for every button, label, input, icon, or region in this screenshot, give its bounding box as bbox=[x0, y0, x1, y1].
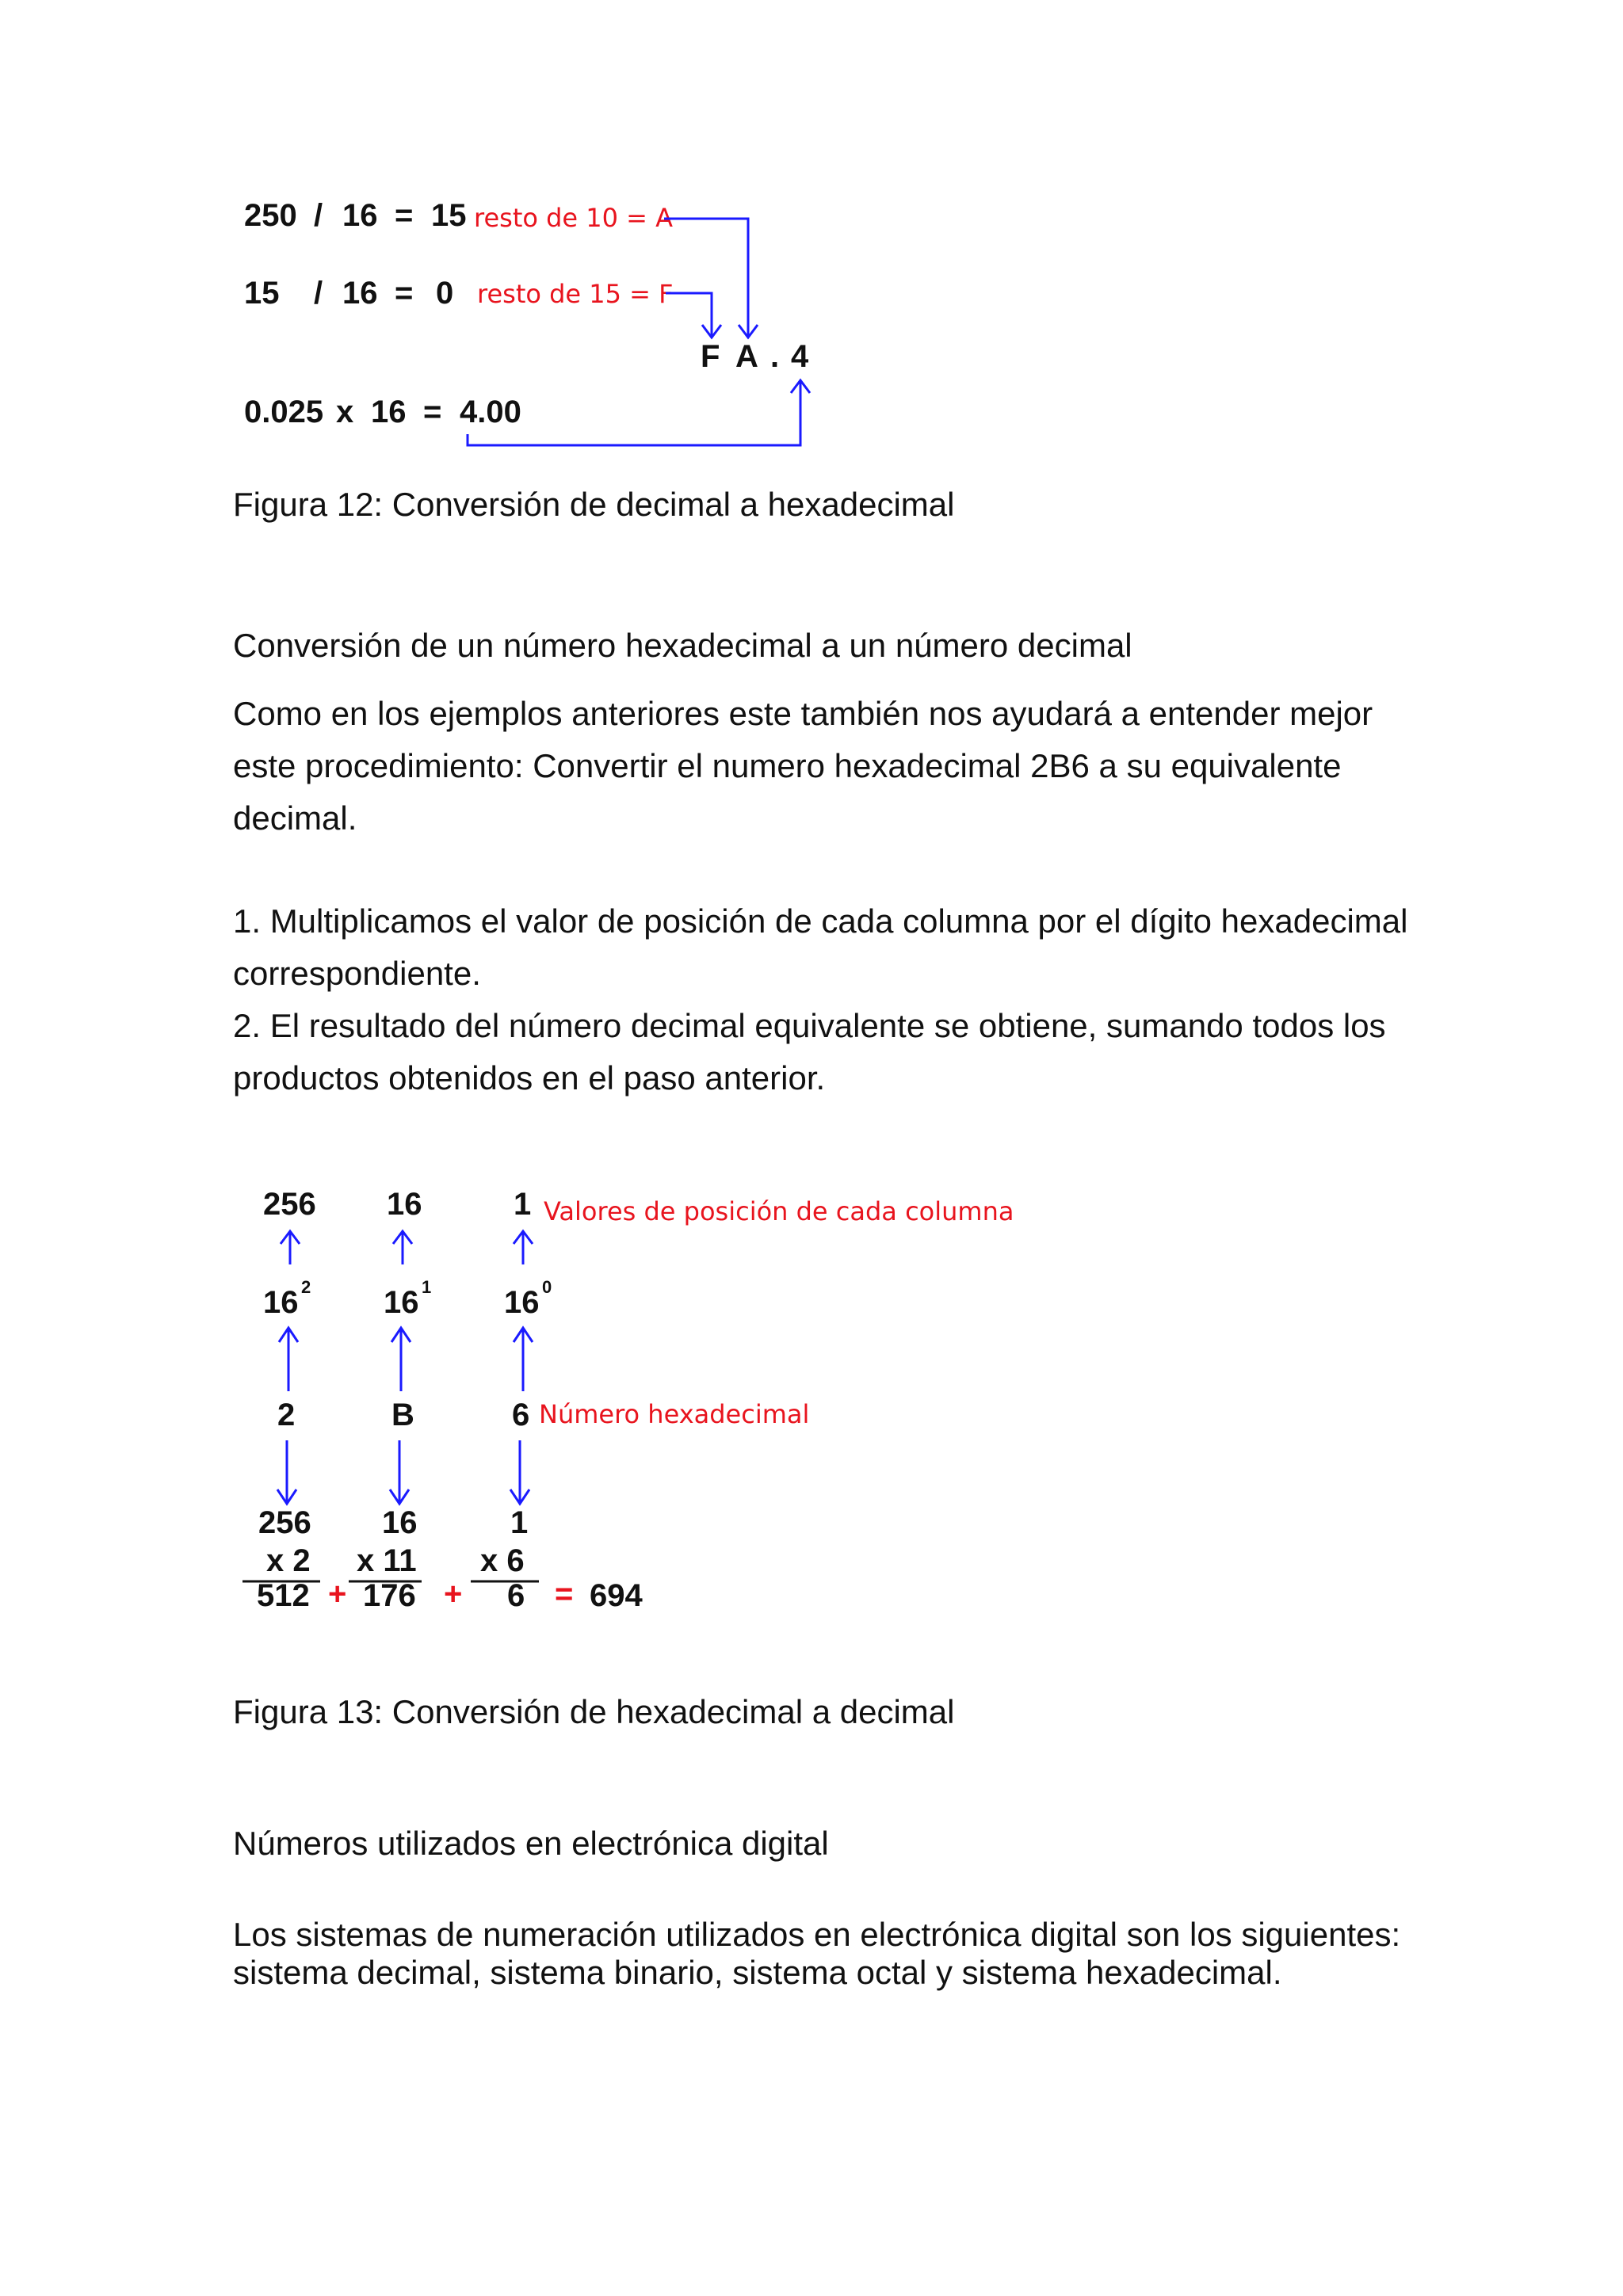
hex-digit-b: B bbox=[391, 1398, 414, 1432]
base-16-col2: 16 bbox=[384, 1285, 419, 1320]
product-512: 512 bbox=[257, 1578, 310, 1613]
base-16-col1: 16 bbox=[263, 1285, 299, 1320]
product-6: 6 bbox=[507, 1578, 525, 1613]
quotient-0: 0 bbox=[436, 276, 454, 311]
multiplier-16: 16 bbox=[371, 395, 407, 429]
hex-digit-a: A bbox=[735, 339, 758, 374]
product-4-00: 4.00 bbox=[460, 395, 521, 429]
position-value-16: 16 bbox=[387, 1187, 422, 1222]
position-values-label: Valores de posición de cada columna bbox=[544, 1196, 1014, 1226]
plus-sign: + bbox=[328, 1577, 347, 1611]
figure-13-caption: Figura 13: Conversión de hexadecimal a decimal bbox=[233, 1693, 955, 1730]
divisor-16: 16 bbox=[342, 198, 378, 233]
dividend-250: 250 bbox=[244, 198, 297, 233]
remainder-note-a: resto de 10 = A bbox=[474, 203, 674, 233]
hex-digit-4: 4 bbox=[791, 339, 809, 374]
multiplier-x11: x 11 bbox=[357, 1543, 417, 1578]
equals-sign: = bbox=[555, 1577, 574, 1611]
exponent-1: 1 bbox=[422, 1277, 432, 1297]
multiplicand-256: 256 bbox=[258, 1505, 311, 1540]
divide-operator: / bbox=[314, 198, 323, 233]
section-heading-digital-numbers: Números utilizados en electrónica digital bbox=[233, 1825, 829, 1862]
divisor-16: 16 bbox=[342, 276, 378, 311]
multiply-operator: x bbox=[336, 395, 354, 429]
fraction-0-025: 0.025 bbox=[244, 395, 324, 429]
hex-digit-2: 2 bbox=[277, 1398, 296, 1432]
remainder-note-f: resto de 15 = F bbox=[477, 279, 674, 309]
multiplier-x6: x 6 bbox=[480, 1543, 525, 1578]
exponent-2: 2 bbox=[301, 1277, 311, 1297]
product-176: 176 bbox=[363, 1578, 416, 1613]
divide-operator: / bbox=[314, 276, 323, 311]
total-694: 694 bbox=[590, 1578, 643, 1613]
hex-digit-6: 6 bbox=[512, 1398, 530, 1432]
quotient-15: 15 bbox=[431, 198, 467, 233]
equals-sign: = bbox=[423, 395, 442, 429]
equals-sign: = bbox=[395, 276, 414, 311]
dividend-15: 15 bbox=[244, 276, 280, 311]
section-heading-hex-to-decimal: Conversión de un número hexadecimal a un número decimal bbox=[233, 627, 1132, 664]
position-value-1: 1 bbox=[514, 1187, 532, 1222]
intro-paragraph: Como en los ejemplos anteriores este también nos ayudará a entender mejor este procedimiento: Convertir el numero hexadecimal 2B6 a su equivalente decimal. bbox=[233, 695, 1373, 837]
section-2-body: Los sistemas de numeración utilizados en electrónica digital son los siguientes: sistema decimal, sistema binario, sistema octal y sistema hexadecimal. bbox=[233, 1916, 1401, 1991]
equals-sign: = bbox=[395, 198, 414, 233]
multiplicand-16: 16 bbox=[382, 1505, 418, 1540]
multiplicand-1: 1 bbox=[510, 1505, 529, 1540]
exponent-0: 0 bbox=[542, 1277, 552, 1297]
step-2: 2. El resultado del número decimal equivalente se obtiene, sumando todos los productos obtenidos en el paso anterior. bbox=[233, 1007, 1386, 1097]
plus-sign: + bbox=[444, 1577, 463, 1611]
hex-point: . bbox=[770, 339, 780, 374]
figure-12-caption: Figura 12: Conversión de decimal a hexadecimal bbox=[233, 486, 955, 523]
position-value-256: 256 bbox=[263, 1187, 316, 1222]
hex-number-label: Número hexadecimal bbox=[539, 1399, 810, 1429]
hex-digit-f: F bbox=[701, 339, 720, 374]
multiplier-x2: x 2 bbox=[266, 1543, 311, 1578]
step-1: 1. Multiplicamos el valor de posición de cada columna por el dígito hexadecimal correspondiente. bbox=[233, 902, 1408, 992]
base-16-col3: 16 bbox=[504, 1285, 540, 1320]
